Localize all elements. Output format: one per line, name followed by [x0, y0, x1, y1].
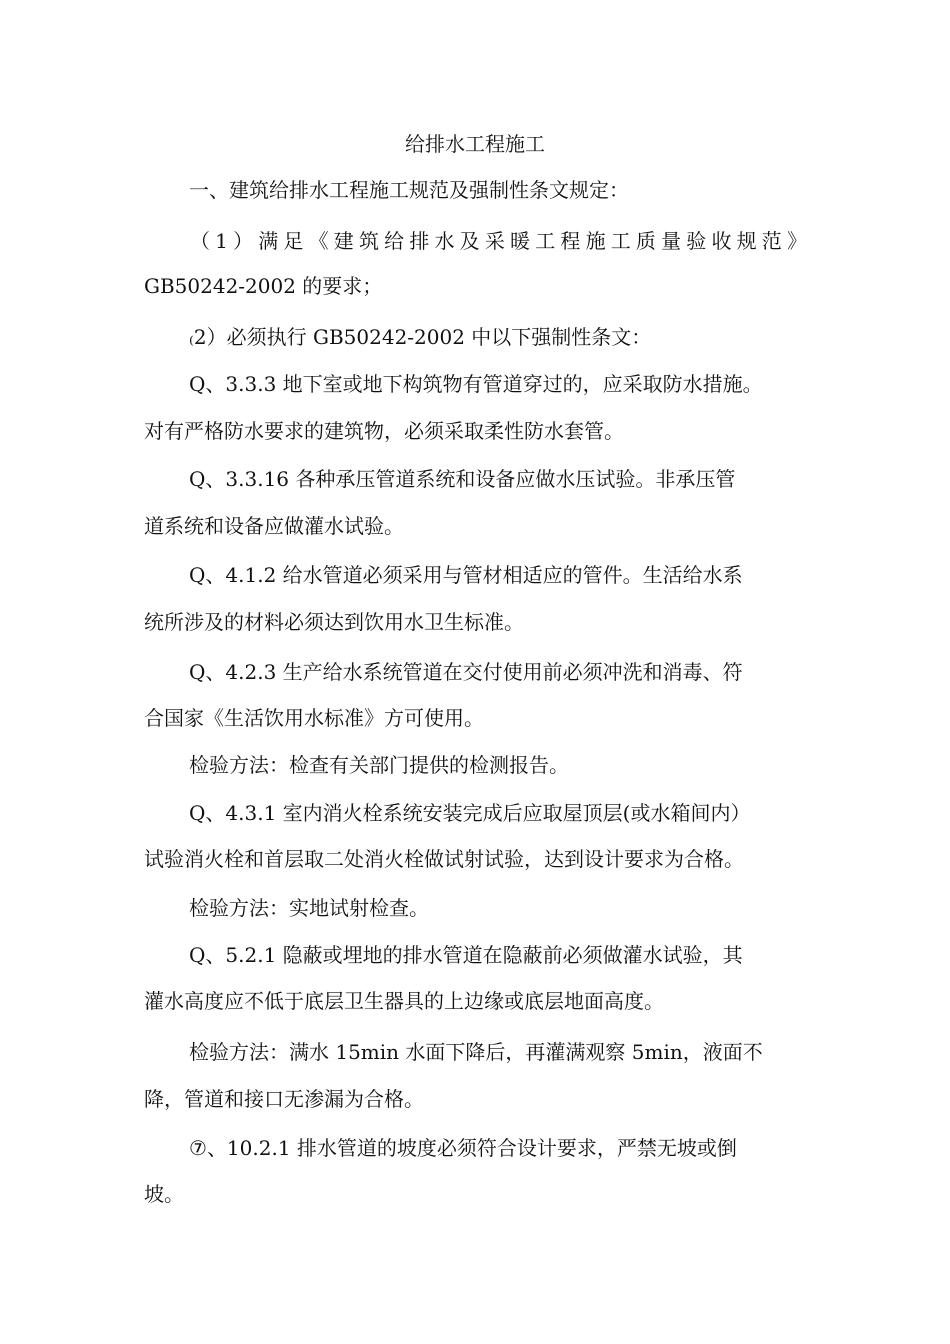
clause-3-line-1 — [189, 562, 743, 588]
clause-marker-icon: Q — [189, 943, 206, 967]
clause-text: 、4.3.1 室内消火栓系统安装完成后应取屋顶层(或水箱间内） — [205, 801, 751, 825]
clause-5-line-1 — [189, 800, 750, 826]
clause-5-method: 检验方法：实地试射检查。 — [189, 896, 429, 920]
clause-5-line-2: 试验消火栓和首层取二处消火栓做试射试验，达到设计要求为合格。 — [144, 847, 744, 871]
clause-marker-icon: Q — [189, 563, 206, 587]
clause-marker-icon: Q — [189, 467, 206, 491]
clause-3-line-2: 统所涉及的材料必须达到饮用水卫生标准。 — [144, 610, 524, 634]
clause-4-line-2: 合国家《生活饮用水标准》方可使用。 — [144, 706, 484, 730]
clause-4-line-1 — [189, 659, 743, 685]
clause-text: 、3.3.3 地下室或地下构筑物有管道穿过的，应采取防水措施。 — [205, 372, 763, 396]
item-1-line-1: （1）满足《建筑给排水及采暖工程施工质量验收规范》 — [190, 229, 807, 253]
clause-2-line-2: 道系统和设备应做灌水试验。 — [144, 514, 404, 538]
circled-seven-icon: ⑦ — [189, 1136, 207, 1160]
clause-text: 、3.3.16 各种承压管道系统和设备应做水压试验。非承压管 — [205, 467, 736, 491]
clause-6-line-1 — [189, 942, 743, 968]
clause-1-line-2: 对有严格防水要求的建筑物，必须采取柔性防水套管。 — [144, 419, 624, 443]
item-1-line-2: GB50242-2002 的要求； — [144, 274, 383, 298]
clause-4-method: 检验方法：检查有关部门提供的检测报告。 — [189, 753, 569, 777]
clause-text: 、10.2.1 排水管道的坡度必须符合设计要求，严禁无坡或倒 — [206, 1136, 737, 1160]
clause-6-line-2: 灌水高度应不低于底层卫生器具的上边缘或底层地面高度。 — [144, 989, 664, 1013]
clause-7-line-2: 坡。 — [144, 1182, 184, 1206]
clause-6-method-line-1: 检验方法：满水 15min 水面下降后，再灌满观察 5min，液面不 — [189, 1040, 763, 1064]
clause-2-line-1 — [189, 466, 735, 492]
document-title: 给排水工程施工 — [405, 132, 545, 156]
item-2: ₍2）必须执行 GB50242-2002 中以下强制性条文： — [189, 325, 652, 349]
clause-marker-icon: Q — [189, 660, 206, 684]
clause-1-line-1 — [189, 371, 763, 397]
clause-text: 、4.2.3 生产给水系统管道在交付使用前必须冲洗和消毒、符 — [205, 660, 743, 684]
clause-text: 、4.1.2 给水管道必须采用与管材相适应的管件。生活给水系 — [205, 563, 743, 587]
clause-marker-icon: Q — [189, 801, 206, 825]
clause-6-method-line-2: 降，管道和接口无渗漏为合格。 — [144, 1087, 424, 1111]
clause-text: 、5.2.1 隐蔽或埋地的排水管道在隐蔽前必须做灌水试验，其 — [205, 943, 743, 967]
section-heading: 一、建筑给排水工程施工规范及强制性条文规定： — [189, 178, 629, 202]
clause-7-line-1 — [189, 1135, 737, 1161]
clause-marker-icon: Q — [189, 372, 206, 396]
